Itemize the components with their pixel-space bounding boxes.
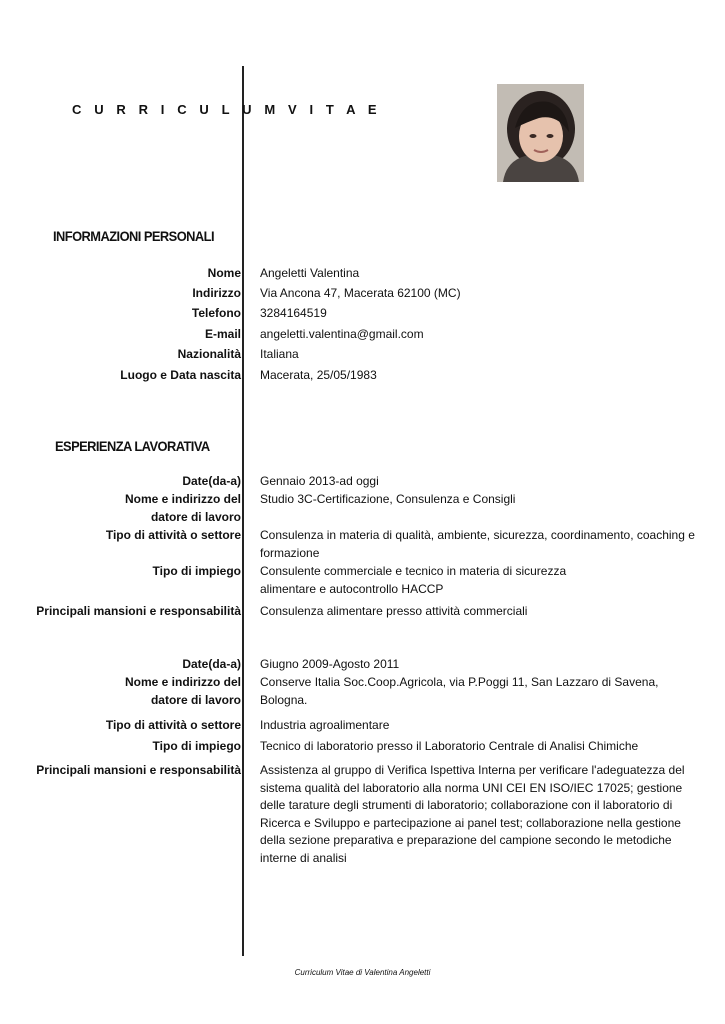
value-phone: 3284164519: [260, 306, 327, 320]
job1-label-sector: Tipo di attività o settore: [105, 528, 241, 542]
job1-label-dates: Date(da-a): [182, 474, 241, 488]
label-email: E-mail: [204, 327, 241, 341]
label-nationality: Nazionalità: [177, 347, 241, 361]
job1-position: Consulente commerciale e tecnico in materia di sicurezza alimentare e autocontrollo HACCP: [260, 564, 567, 596]
label-address: Indirizzo: [192, 286, 241, 300]
job2-dates: Giugno 2009-Agosto 2011: [260, 657, 400, 671]
vertical-divider: [242, 66, 244, 956]
job2-label-employer-line2: datore di lavoro: [150, 692, 241, 707]
job2-position: Tecnico di laboratorio presso il Laboratorio Centrale di Analisi Chimiche: [260, 739, 639, 753]
job2-label-employer: [125, 674, 241, 709]
job2-label-position: Tipo di impiego: [152, 739, 241, 753]
value-birth: Macerata, 25/05/1983: [260, 368, 377, 382]
job1-duties: Consulenza alimentare presso attività commerciali: [260, 604, 528, 618]
job1-label-duties: Principali mansioni e responsabilità: [36, 604, 241, 618]
job2-sector: Industria agroalimentare: [260, 718, 390, 732]
job1-label-employer: [125, 491, 241, 526]
job1-label-employer-line1: Nome e indirizzo del: [124, 492, 241, 506]
job1-sector: Consulenza in materia di qualità, ambiente, sicurezza, coordinamento, coaching e formazione: [260, 528, 695, 560]
job1-label-employer-line2: datore di lavoro: [150, 509, 241, 524]
value-address: Via Ancona 47, Macerata 62100 (MC): [260, 286, 461, 300]
value-nationality: Italiana: [260, 347, 299, 361]
label-name: Nome: [207, 266, 241, 280]
job2-label-sector: Tipo di attività o settore: [105, 718, 241, 732]
job2-label-dates: Date(da-a): [182, 657, 241, 671]
job1-employer: Studio 3C-Certificazione, Consulenza e Consigli: [260, 492, 516, 506]
job2-label-employer-line1: Nome e indirizzo del: [124, 675, 241, 689]
profile-photo-image: [497, 84, 584, 182]
page-footer: Curriculum Vitae di Valentina Angeletti: [294, 968, 431, 977]
job2-label-duties: Principali mansioni e responsabilità: [36, 763, 241, 777]
job1-dates: Gennaio 2013-ad oggi: [260, 474, 379, 488]
profile-photo: [497, 84, 584, 182]
job2-employer: Conserve Italia Soc.Coop.Agricola, via P.Poggi 11, San Lazzaro di Savena, Bologna.: [260, 675, 659, 707]
label-birth: Luogo e Data nascita: [120, 368, 241, 382]
job1-label-position: Tipo di impiego: [152, 564, 241, 578]
section-heading-experience: ESPERIENZA LAVORATIVA: [55, 438, 210, 454]
value-email[interactable]: angeletti.valentina@gmail.com: [260, 327, 424, 341]
job2-duties: Assistenza al gruppo di Verifica Ispettiva Interna per verificare l'adeguatezza del sistema qualità del laboratorio alla norma UNI CEI EN ISO/IEC 17025; gestione delle tarature degli strumenti di laboratorio; collaborazione con il laboratorio di Ricerca e Sviluppo e partecipazione ai panel test; collaborazione nella gestione della sezione preparativa e preparazione del campione secondo le metodiche interne di analisi: [260, 763, 685, 865]
document-title: C U R R I C U L U M V I T A E: [72, 102, 382, 117]
section-heading-personal: INFORMAZIONI PERSONALI: [53, 228, 215, 244]
label-phone: Telefono: [191, 306, 241, 320]
value-name: Angeletti Valentina: [260, 266, 360, 280]
